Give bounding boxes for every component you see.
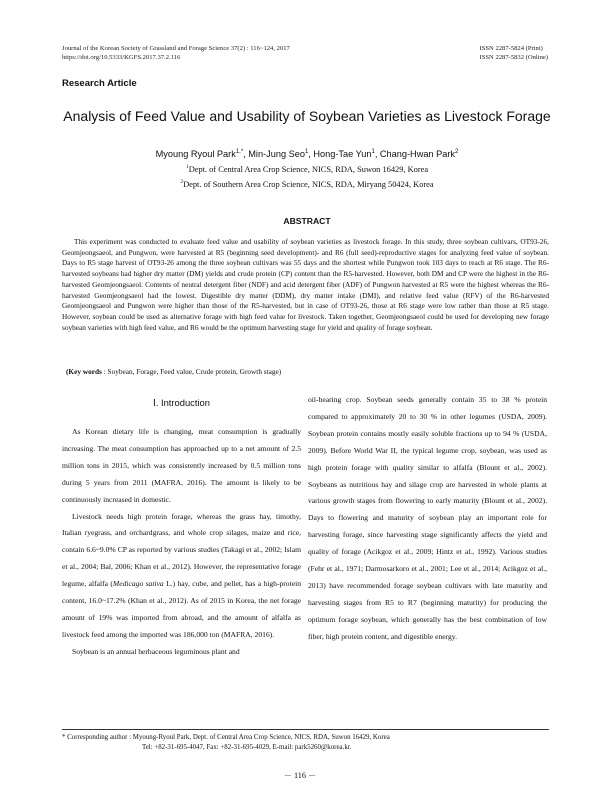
paper-title: Analysis of Feed Value and Usability of Soybean Varieties as Livestock Forage	[63, 108, 551, 124]
affiliation-mark: 1	[185, 164, 189, 171]
keywords-label: (Key words	[66, 367, 102, 376]
author-list: Myoung Ryoul Park$^{1,*}$, Min-Jung Seo$^1$, Hong-Tae Yun$^1$, Chang-Hwan Park$^2$	[155, 148, 459, 159]
body-paragraph: Soybean is an annual herbaceous leguminous plant and	[72, 646, 240, 656]
issn-print: ISSN 2287-5824 (Print)	[479, 45, 543, 52]
body-paragraph	[62, 509, 301, 644]
author-name: Chang-Hwan Park	[379, 149, 455, 159]
abstract-text: This experiment was conducted to evaluate feed value and usability of soybean varieties as livestock forage. In this study, three soybean cultivars, OT93-26, Geomjeongsaeol, and Pungwon, were harvested at R5 (beginning seed development)- and R6 (full seed)-reproductive stages for analyzing feed value of soybean. Days to R5 stage harvest of OT93-26 among the three soybean cultivars was 55 days and the shortest while Pungwon took 103 days to reach at R6 stage. The R6-harvested soybeans had higher dry matter (DM) yields and crude protein (CP) content than the R5-harvested. However, both DM and CP were the highest in the R6-harvested Geomjeongsaeol. Contents of neutral detergent fiber (NDF) and acid detergent fiber (ADF) of Pungwon harvested at R5 were the highest whereas the R6-harvested Geomjeongsaeol had the lowest. Digestible dry matter (DDM), dry matter intake (DMI), and relative feed value (RFV) of the R6-harvested Geomjeongsaeol and Pungwon were higher than those of the R5-harvested, but in case of OT93-26, those at R6 stage were low rather than those at R5 stage. However, soybean could be used as alternative forage with high feed value for livestock. Taken together, Geomjeongsaeol could be used for developing new forage soybean varieties with high feed value, and R6 would be the optimum harvesting stage for yield and quality of forage soybean.	[62, 237, 549, 332]
affiliation-2	[62, 180, 552, 189]
article-type-label: Research Article	[62, 78, 137, 89]
keywords-line	[66, 367, 281, 376]
abstract-heading: ABSTRACT	[283, 216, 331, 226]
author-affiliation-mark: 2	[455, 148, 459, 155]
affiliation-text: Dept. of Southern Area Crop Science, NICS, RDA, Miryang 50424, Korea	[183, 180, 434, 189]
author-affiliation-mark: 1	[304, 148, 309, 155]
author-affiliation-mark: 1,*	[235, 148, 244, 155]
journal-header-right	[480, 44, 549, 62]
body-column-left	[62, 396, 301, 661]
paragraph-text: Livestock needs high protein forage, whereas the grass hay, timothy, Italian ryegrass, and orchardgrass, and whole crop silages, maize and rice, contain 6.6~9.0% CP as reported by various studies (Takagi et al., 2002; Islam et al., 2004; Bal, 2006; Khan et al., 2012). However, the representative forage legume, alfalfa (	[62, 511, 301, 589]
affiliation-1	[62, 165, 552, 174]
issn-online: ISSN 2287-5832 (Online)	[479, 54, 548, 61]
journal-header-left	[62, 44, 290, 62]
body-column-right	[308, 392, 547, 646]
affiliation-mark: 2	[180, 179, 184, 186]
author-name: Hong-Tae Yun	[313, 149, 372, 159]
section-heading-introduction: Ⅰ. Introduction	[153, 397, 210, 408]
corresponding-author-note: * Corresponding author : Myoung-Ryoul Park, Dept. of Central Area Crop Science, NICS, RDA, Suwon 16429, Korea	[62, 734, 390, 741]
corresponding-author-contact: Tel: +82-31-695-4047, Fax: +82-31-695-4029, E-mail: park5260@korea.kr.	[142, 744, 352, 751]
doi-link[interactable]: https://doi.org/10.5333/KGFS.2017.37.2.116	[62, 54, 181, 61]
keywords-text: : Soybean, Forage, Feed value, Crude protein, Growth stage)	[101, 367, 282, 376]
body-paragraph: As Korean dietary life is changing, meat consumption is gradually increasing. The meat consumption has approached up to a net amount of 2.5 million tons in 2015, which was consistently increased by 0.5 million tons during 5 years from 2011 (MAFRA, 2016). The amount is likely to be continuously increased in domestic.	[62, 427, 301, 504]
affiliation-text: Dept. of Central Area Crop Science, NICS, RDA, Suwon 16429, Korea	[188, 165, 429, 174]
page-number: － 116 －	[283, 771, 317, 780]
author-affiliation-mark: 1	[371, 148, 375, 155]
author-name: Min-Jung Seo	[248, 149, 305, 159]
journal-citation: Journal of the Korean Society of Grassland and Forage Science 37(2) : 116~124, 2017	[62, 45, 290, 52]
paragraph-text: L.) hay, cube, and pellet, has a high-protein content, 16.0~17.2% (Khan et al., 2012). As of 2015 in Korea, the net forage amount of 19% was imported from abroad, and the amount of alfalfa as livestock feed among the imported was 186,000 ton (MAFRA, 2016).	[62, 579, 301, 639]
species-name: Medicago sativa	[112, 579, 164, 589]
author-name: Myoung Ryoul Park	[155, 149, 236, 159]
footnote-divider	[62, 729, 549, 730]
body-paragraph: oil-bearing crop. Soybean seeds generally contain 35 to 38 % protein compared to approximately 20 to 30 % in other legumes (USDA, 2009). Soybean protein contains mostly easily soluble fractions up to 94 % (USDA, 2009). Before World War II, the typical legume crop, soybean, was used as high protein forage with quality similar to alfalfa (Blount et al., 2002). Soybeans as nutritious hay and silage crop are harvested in whole plants at various growth stages from flowering to early maturity (Blount et al., 2002). Days to flowering and maturity of soybean play an important role for harvesting forage, since harvesting stage significantly affects the yield and quality of forage (Acikgoz et al., 2009; Hintz et al., 1992). Various studies (Fehr et al., 1971; Darmosarkoro et al., 2001; Lee et al., 2014; Acikgoz et al., 2013) have recommended forage soybean cultivars with late maturity and harvesting stages from R5 to R7 (beginning maturity) for producing the optimum forage soybean, which generally has the best combination of low fiber, high protein content, and digestible energy.	[308, 395, 547, 641]
